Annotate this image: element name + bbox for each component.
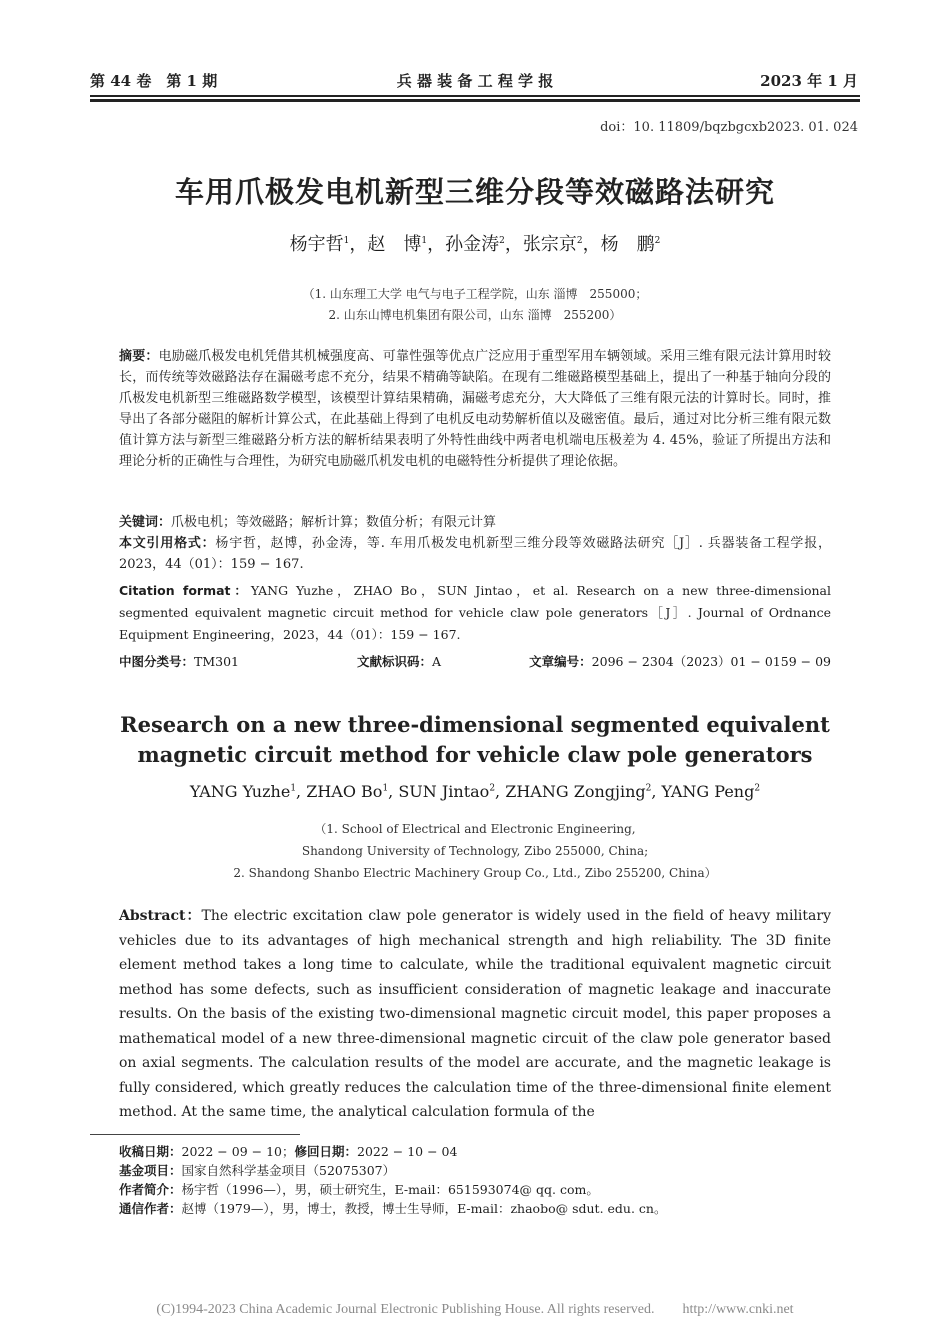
cn-author: 张宗京: [522, 234, 577, 255]
en-author: ZHANG Zongjing: [505, 782, 646, 801]
clc-value: TM301: [194, 654, 240, 669]
article-number: [529, 652, 831, 670]
footnote-corresponding: [119, 1199, 831, 1218]
cn-affiliation-line: （1. 山东理工大学 电气与电子工程学院，山东 淄博 255000；: [302, 287, 648, 301]
en-author-aff: 2: [489, 783, 496, 794]
en-title: [0, 710, 950, 770]
en-abstract: [119, 904, 831, 1125]
cn-keywords-label: 关键词：: [119, 515, 172, 530]
cn-title: 车用爪极发电机新型三维分段等效磁路法研究: [174, 175, 775, 209]
cn-author-aff: 2: [576, 236, 583, 246]
author-bio-text: 杨宇哲（1996—），男，硕士研究生，E-mail：651593074@ qq. com。: [181, 1182, 599, 1197]
header-rule-thick: [90, 99, 860, 102]
en-abstract-label: Abstract：: [119, 908, 202, 924]
en-author-aff: 2: [645, 783, 652, 794]
en-affiliation-line: 2. Shandong Shanbo Electric Machinery Group Co., Ltd., Zibo 255200, China）: [233, 866, 717, 880]
en-affiliation-line: Shandong University of Technology, Zibo 255000, China;: [301, 844, 649, 858]
article-number-label: 文章编号：: [529, 654, 592, 669]
en-author: SUN Jintao: [398, 782, 490, 801]
footnotes: [119, 1142, 831, 1218]
revised-date: 2022 − 10 − 04: [357, 1144, 458, 1159]
en-author: ZHAO Bo: [306, 782, 383, 801]
footnote-dates: [119, 1142, 831, 1161]
cn-abstract-text: 电励磁爪极发电机凭借其机械强度高、可靠性强等优点广泛应用于重型军用车辆领域。采用三维有限元法计算用时较长，而传统等效磁路法存在漏磁考虑不充分，结果不精确等缺陷。在现有二维磁路模型基础上，提出了一种基于轴向分段的爪极发电机新型三维磁路数学模型，该模型计算结果精确，漏磁考虑充分，大大降低了三维有限元法的计算时长。同时，推导出了各部分磁阻的解析计算公式，在此基础上得到了电机反电动势解析值以及磁密值。最后，通过对比分析三维有限元数值计算方法与新型三维磁路分析方法的解析结果表明了外特性曲线中两者电机端电压极差为 4. 45%，验证了所提出方法和理论分析的正确性与合理性，为研究电励磁爪机发电机的电磁特性分析提供了理论依据。: [119, 349, 831, 469]
en-affiliation-line: （1. School of Electrical and Electronic Engineering,: [314, 822, 636, 836]
cn-author: 杨宇哲: [289, 234, 344, 255]
corresponding-text: 赵博（1979—），男，博士，教授，博士生导师，E-mail：zhaobo@ sdut. edu. cn。: [181, 1201, 667, 1216]
received-label: 收稿日期：: [119, 1144, 182, 1159]
cn-affiliations: [0, 284, 950, 326]
cn-abstract: [119, 346, 831, 472]
doc-code-label: 文献标识码：: [357, 654, 433, 669]
cn-affiliation-line: 2. 山东山博电机集团有限公司，山东 淄博 255200）: [328, 308, 622, 322]
revised-label: 修回日期：: [294, 1144, 357, 1159]
cn-abstract-label: 摘要：: [119, 349, 159, 364]
cn-author-aff: 2: [654, 236, 661, 246]
fund-label: 基金项目：: [119, 1163, 182, 1178]
cn-citation-label: 本文引用格式：: [119, 536, 216, 551]
journal-volume-issue: 第 44 卷 第 1 期: [90, 72, 218, 90]
en-title-line: magnetic circuit method for vehicle claw pole generators: [137, 742, 813, 767]
cn-keywords: [119, 512, 831, 533]
doc-code-value: A: [432, 654, 442, 669]
cn-author: 孙金涛: [445, 234, 500, 255]
cn-citation-text: 杨宇哲，赵博，孙金涛，等. 车用爪极发电机新型三维分段等效磁路法研究［J］. 兵器装备工程学报，2023，44（01）：159 − 167.: [119, 536, 831, 572]
cn-author: 赵 博: [367, 234, 422, 255]
copyright-footer: (C)1994-2023 China Academic Journal Electronic Publishing House. All rights reserved. http://www.cnki.net: [156, 1302, 794, 1317]
cn-citation: [119, 533, 831, 575]
en-author-aff: 1: [290, 783, 297, 794]
clc-number: [119, 652, 239, 670]
journal-date: 2023 年 1 月: [760, 72, 858, 90]
fund-text: 国家自然科学基金项目（52075307）: [181, 1163, 396, 1178]
en-author-aff: 1: [382, 783, 389, 794]
en-citation: [119, 580, 831, 646]
en-author: YANG Peng: [661, 782, 755, 801]
clc-label: 中图分类号：: [119, 654, 195, 669]
article-number-value: 2096 − 2304（2023）01 − 0159 − 09: [591, 654, 831, 669]
author-bio-label: 作者简介：: [119, 1182, 182, 1197]
doc-code: [357, 652, 441, 670]
header-rule-thin: [90, 95, 860, 97]
en-author: YANG Yuzhe: [189, 782, 291, 801]
cn-keywords-text: 爪极电机；等效磁路；解析计算；数值分析；有限元计算: [171, 515, 497, 530]
cn-author-aff: 1: [343, 236, 350, 246]
corresponding-label: 通信作者：: [119, 1201, 182, 1216]
footnote-fund: [119, 1161, 831, 1180]
cn-author-aff: 2: [499, 236, 505, 246]
en-author-list: YANG Yuzhe$^1$, ZHAO Bo$^1$, SUN Jintao$^2$, ZHANG Zongjing$^2$, YANG Peng$^2$: [189, 782, 761, 801]
en-title-line: Research on a new three-dimensional segmented equivalent: [120, 712, 830, 737]
en-affiliations: [0, 818, 950, 884]
en-citation-text: YANG Yuzhe，ZHAO Bo，SUN Jintao，et al. Research on a new three-dimensional segmented equivalent magnetic circuit method for vehicle claw pole generators［J］. Journal of Ordnance Equipment Engineering，2023，44（01）：159 − 167.: [119, 583, 831, 642]
en-author-aff: 2: [754, 783, 761, 794]
en-abstract-text: The electric excitation claw pole generator is widely used in the field of heavy military vehicles due to its advantages of high mechanical strength and high reliability. The 3D finite element method takes a long time to calculate, while the traditional equivalent magnetic circuit method has some defects, such as insufficient consideration of magnetic leakage and inaccurate results. On the basis of the existing two-dimensional magnetic circuit model, this paper proposes a mathematical model of a new three-dimensional magnetic circuit of the claw pole generator based on axial segments. The calculation results of the model are accurate, and the magnetic leakage is fully considered, which greatly reduces the calculation time of the three-dimensional finite element method. At the same time, the analytical calculation formula of the: [119, 908, 831, 1120]
footnote-rule: [90, 1134, 300, 1135]
cn-author-aff: 1: [421, 236, 428, 246]
en-citation-label: Citation format：: [119, 583, 251, 598]
footnote-author-bio: [119, 1180, 831, 1199]
journal-name: 兵 器 装 备 工 程 学 报: [396, 72, 554, 90]
cn-author-list: 杨宇哲$^1$，赵 博$^1$，孙金涛$^2$，张宗京$^2$，杨 鹏$^2$: [289, 234, 661, 255]
doi[interactable]: doi：10. 11809/bqzbgcxb2023. 01. 024: [600, 120, 858, 135]
cn-author: 杨 鹏: [600, 234, 655, 255]
received-date: 2022 − 09 − 10；: [181, 1144, 295, 1159]
